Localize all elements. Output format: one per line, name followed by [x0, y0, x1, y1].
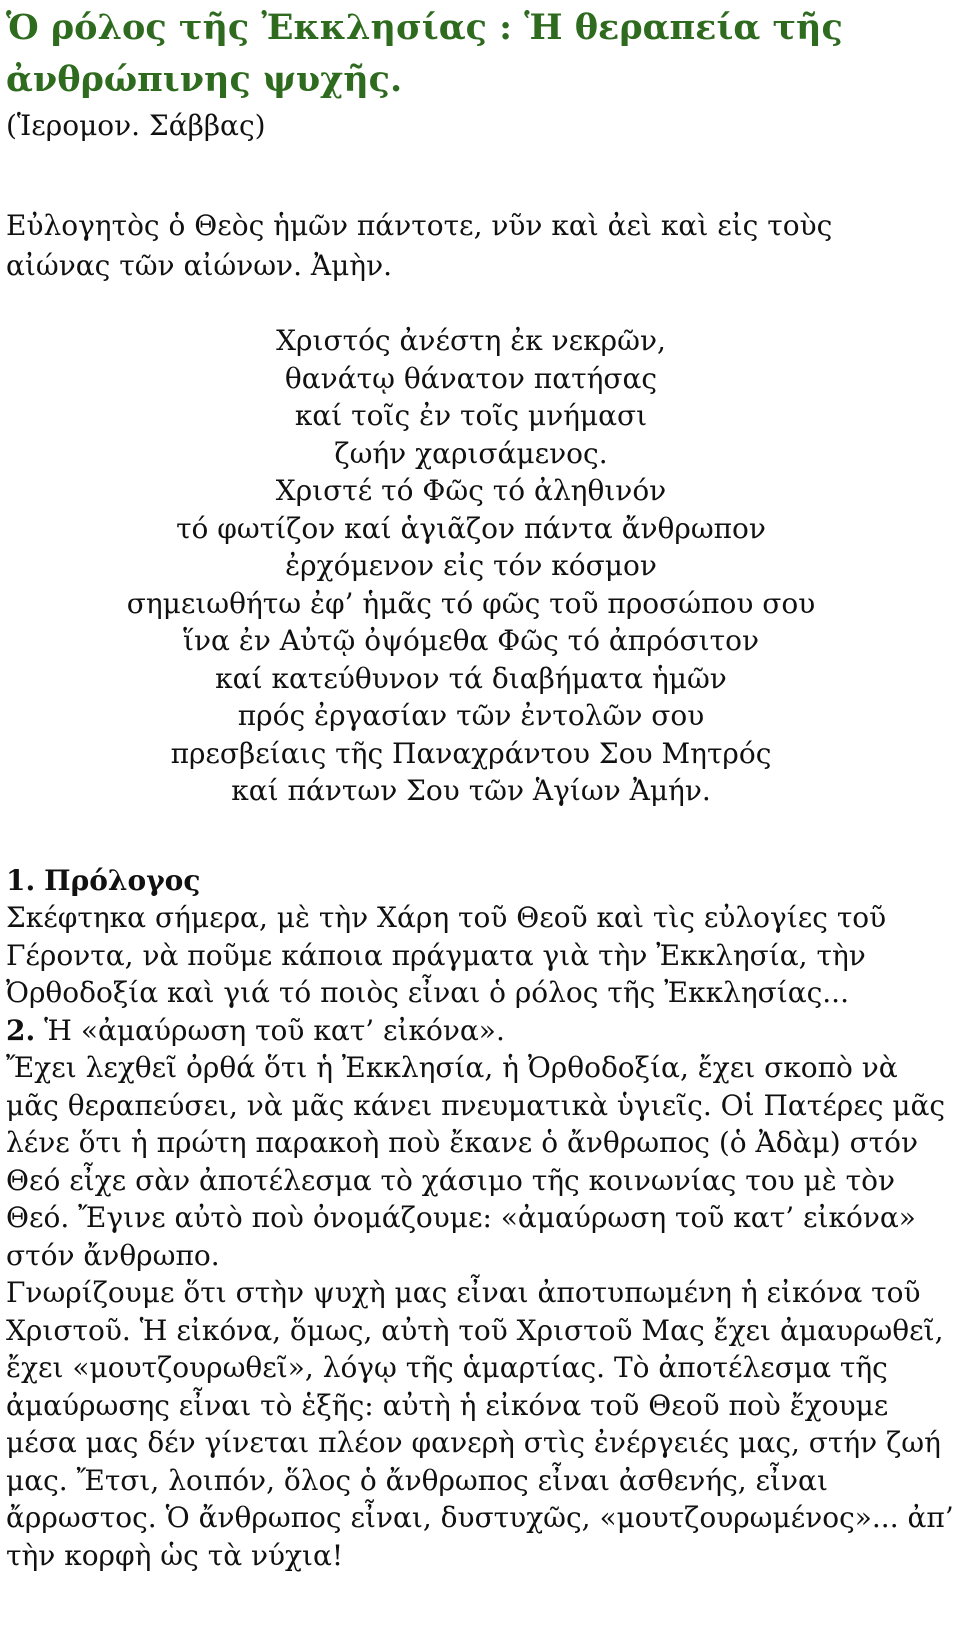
paragraph: Γνωρίζουμε ὅτι στὴν ψυχὴ μας εἶναι ἀποτυπωμένη ἡ εἰκόνα τοῦ Χριστοῦ. Ἡ εἰκόνα, ὅμως, αὐτὴ τοῦ Χριστοῦ Μας ἔχει ἀμαυρωθεῖ, ἔχει «μουτζουρωθεῖ», λόγῳ τῆς ἁμαρτίας. Τὸ ἀποτέλεσμα τῆς ἀμαύρωσης εἶναι τὸ ἑξῆς: αὐτὴ ἡ εἰκόνα τοῦ Θεοῦ ποὺ ἔχουμε μέσα μας δέν γίνεται πλέον φανερὴ στὶς ἐνέργειές μας, στήν ζωή μας. Ἔτσι, λοιπόν, ὅλος ὁ ἄνθρωπος εἶναι ἀσθενής, εἶναι ἄρρωστος. Ὁ ἄνθρωπος εἶναι, δυστυχῶς, «μουτζουρωμένος»... ἀπ’ τὴν κορφὴ ὡς τὰ νύχια! [6, 1276, 954, 1572]
paragraph-prologue: Σκέφτηκα σήμερα, μὲ τὴν Χάρη τοῦ Θεοῦ καὶ τὶς εὐλογίες τοῦ Γέροντα, νὰ ποῦμε κάποια πράγματα γιὰ τὴν Ἐκκλησία, τὴν Ὀρθοδοξία καὶ γιά τό ποιὸς εἶναι ὁ ρόλος τῆς Ἐκκλησίας... [6, 901, 887, 1009]
section-title: Ἡ «ἀμαύρωση τοῦ κατ’ εἰκόνα». [44, 1013, 505, 1047]
hymn-line: ἵνα ἐν Αὐτῷ ὀψόμεθα Φῶς τό ἀπρόσιτον [183, 624, 759, 657]
hymn-line: ἐρχόμενον εἰς τόν κόσμον [285, 549, 657, 582]
paragraph: Ἔχει λεχθεῖ ὀρθά ὅτι ἡ Ἐκκλησία, ἡ Ὀρθοδοξία, ἔχει σκοπὸ νὰ μᾶς θεραπεύσει, νὰ μᾶς κάνει πνευματικὰ ὑγιεῖς. Οἱ Πατέρες μᾶς λένε ὅτι ἡ πρώτη παρακοὴ ποὺ ἔκανε ὁ ἄνθρωπος (ὁ Ἀδὰμ) στόν Θεό εἶχε σὰν ἀποτέλεσμα τὸ χάσιμο τῆς κοινωνίας του μὲ τὸν Θεό. Ἔγινε αὐτὸ ποὺ ὀνομάζουμε: «ἀμαύρωση τοῦ κατ’ εἰκόνα» στόν ἄνθρωπο. [6, 1051, 946, 1272]
section-title: Πρόλογος [44, 863, 201, 897]
hymn-line: πρός ἐργασίαν τῶν ἐντολῶν σου [237, 699, 705, 732]
hymn-line: πρεσβείαις τῆς Παναχράντου Σου Μητρός [170, 736, 772, 770]
hymn-line: σημειωθήτω ἐφ’ ἡμᾶς τό φῶς τοῦ προσώπου σου [126, 586, 816, 620]
section-heading-prologue [6, 862, 954, 900]
section-number: 2. [6, 1013, 36, 1047]
paschal-hymn [6, 322, 936, 810]
hymn-line: καί τοῖς ἐν τοῖς μνήμασι [294, 399, 648, 432]
hymn-line: Χριστέ τό Φῶς τό ἀληθινόν [275, 474, 667, 507]
section-heading-amavrosi [6, 1012, 954, 1050]
author-line: (Ἱερομον. Σάββας) [6, 109, 266, 142]
hymn-line: Χριστός ἀνέστη ἐκ νεκρῶν, [276, 324, 666, 357]
hymn-line: καί κατεύθυνον τά διαβήματα ἡμῶν [215, 661, 727, 695]
opening-blessing: Εὐλογητὸς ὁ Θεὸς ἡμῶν πάντοτε, νῦν καὶ ἀεὶ καὶ εἰς τοὺς αἰώνας τῶν αἰώνων. Ἀμὴν. [6, 209, 833, 282]
document-body [6, 862, 954, 1575]
hymn-line: καί πάντων Σου τῶν Ἁγίων Ἀμήν. [231, 774, 711, 807]
hymn-line: τό φωτίζον καί ἁγιᾶζον πάντα ἄνθρωπον [176, 511, 766, 545]
section-number: 1. [6, 863, 36, 897]
hymn-line: θανάτῳ θάνατον πατήσας [284, 361, 658, 395]
hymn-line: ζωήν χαρισάμενος. [334, 436, 608, 470]
document-title: Ὁ ρόλος τῆς Ἐκκλησίας : Ἡ θεραπεία τῆς ἀνθρώπινης ψυχῆς. [6, 7, 843, 100]
